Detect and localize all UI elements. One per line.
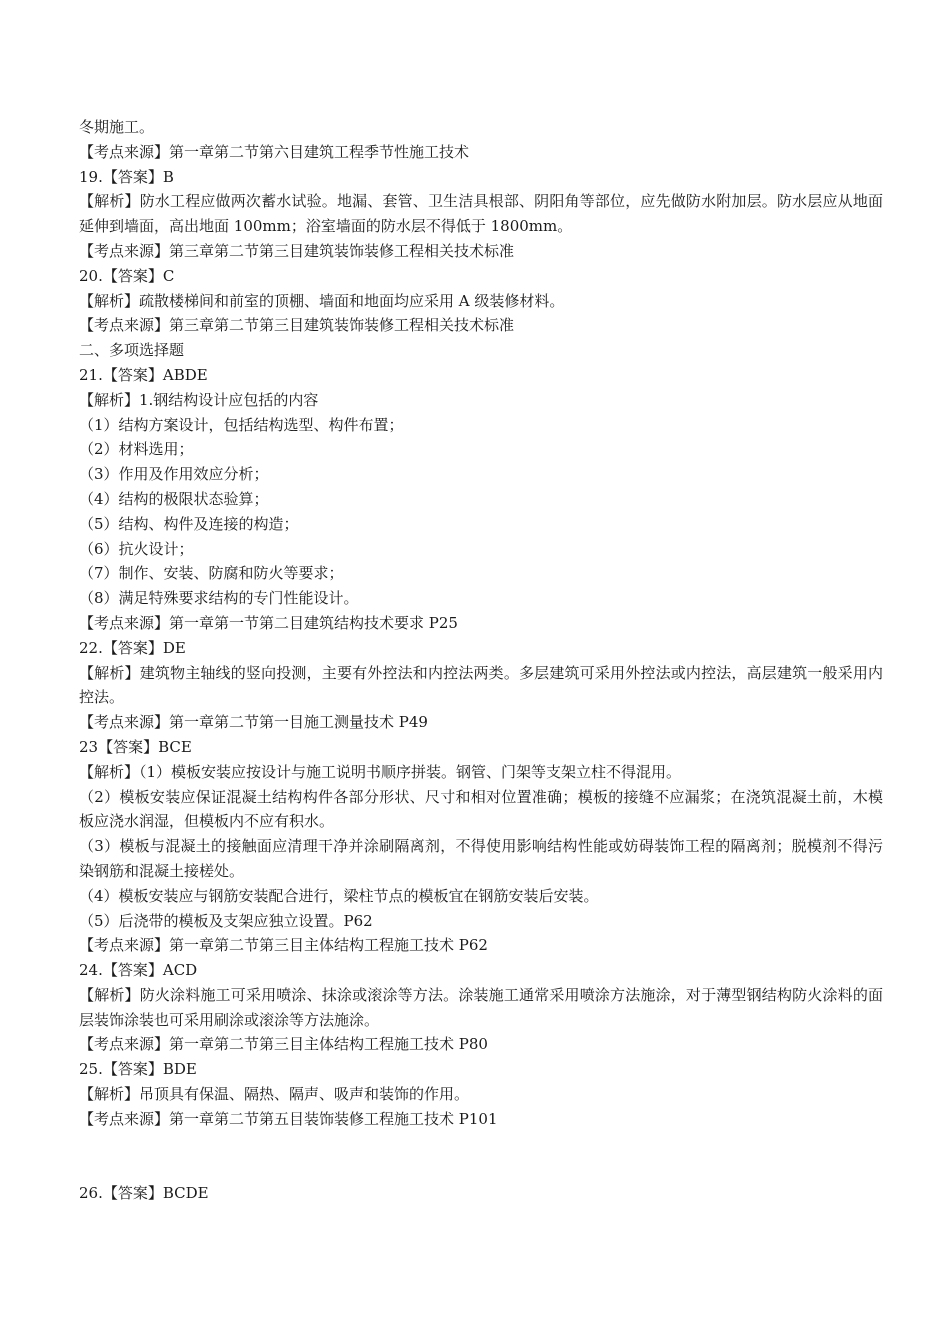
list-item: （3）作用及作用效应分析； [79,465,269,484]
analysis-line-22: 【解析】建筑物主轴线的竖向投测，主要有外控法和内控法两类。多层建筑可采用外控法或内控法，高层建筑一般采用内控法。 [79,663,883,707]
list-item: （4）结构的极限状态验算； [79,489,269,508]
answer-line-24: 24.【答案】ACD [79,961,198,980]
answer-line-22: 22.【答案】DE [79,638,186,657]
answer-line-19: 19.【答案】B [79,167,174,186]
list-item: （8）满足特殊要求结构的专门性能设计。 [79,589,359,608]
source-line-24: 【考点来源】第一章第二节第三目主体结构工程施工技术 P80 [79,1035,488,1054]
document-body [79,115,883,1206]
list-item: （5）后浇带的模板及支架应独立设置。P62 [79,911,373,930]
list-item: （2）模板安装应保证混凝土结构构件各部分形状、尺寸和相对位置准确；模板的接缝不应漏浆；在浇筑混凝土前，木模板应浇水润湿，但模板内不应有积水。 [79,787,883,831]
answer-line-21: 21.【答案】ABDE [79,365,208,384]
analysis-line-20: 【解析】疏散楼梯间和前室的顶棚、墙面和地面均应采用 A 级装修材料。 [79,291,565,310]
list-item: （4）模板安装应与钢筋安装配合进行，梁柱节点的模板宜在钢筋安装后安装。 [79,886,599,905]
analysis-line-25: 【解析】吊顶具有保温、隔热、隔声、吸声和装饰的作用。 [79,1085,470,1104]
text-line: 冬期施工。 [79,118,155,136]
list-item: （3）模板与混凝土的接触面应清理干净并涂刷隔离剂，不得使用影响结构性能或妨碍装饰工程的隔离剂；脱模剂不得污染钢筋和混凝土接槎处。 [79,837,883,880]
analysis-line-23: 【解析】（1）模板安装应按设计与施工说明书顺序拼装。钢管、门架等支架立柱不得混用。 [79,762,682,781]
source-line: 【考点来源】第一章第二节第六目建筑工程季节性施工技术 [79,142,470,161]
source-line-19: 【考点来源】第三章第二节第三目建筑装饰装修工程相关技术标准 [79,241,515,260]
source-line-25: 【考点来源】第一章第二节第五目装饰装修工程施工技术 P101 [79,1109,498,1128]
analysis-line-19: 【解析】防水工程应做两次蓄水试验。地漏、套管、卫生洁具根部、阴阳角等部位，应先做防水附加层。防水层应从地面延伸到墙面，高出地面 100mm；浴室墙面的防水层不得低于 1800mm。 [79,192,883,236]
list-item: （7）制作、安装、防腐和防火等要求； [79,564,344,583]
answer-line-20: 20.【答案】C [79,266,175,285]
analysis-line-24: 【解析】防火涂料施工可采用喷涂、抹涂或滚涂等方法。涂装施工通常采用喷涂方法施涂，对于薄型钢结构防火涂料的面层装饰涂装也可采用刷涂或滚涂等方法施涂。 [79,985,883,1029]
source-line-21: 【考点来源】第一章第一节第二目建筑结构技术要求 P25 [79,613,458,632]
blank-space [79,1132,883,1182]
list-item: （6）抗火设计； [79,539,194,558]
answer-line-25: 25.【答案】BDE [79,1060,197,1079]
list-item: （5）结构、构件及连接的构造； [79,514,299,533]
answer-line-26: 26.【答案】BCDE [79,1184,209,1203]
section-heading: 二、多项选择题 [79,341,185,360]
list-item: （1）结构方案设计，包括结构选型、构件布置； [79,415,404,434]
source-line-20: 【考点来源】第三章第二节第三目建筑装饰装修工程相关技术标准 [79,316,515,335]
analysis-line-21: 【解析】1.钢结构设计应包括的内容 [79,390,319,409]
source-line-22: 【考点来源】第一章第二节第一目施工测量技术 P49 [79,713,428,732]
source-line-23: 【考点来源】第一章第二节第三目主体结构工程施工技术 P62 [79,936,488,955]
answer-line-23: 23【答案】BCE [79,737,192,756]
list-item: （2）材料选用； [79,440,194,459]
